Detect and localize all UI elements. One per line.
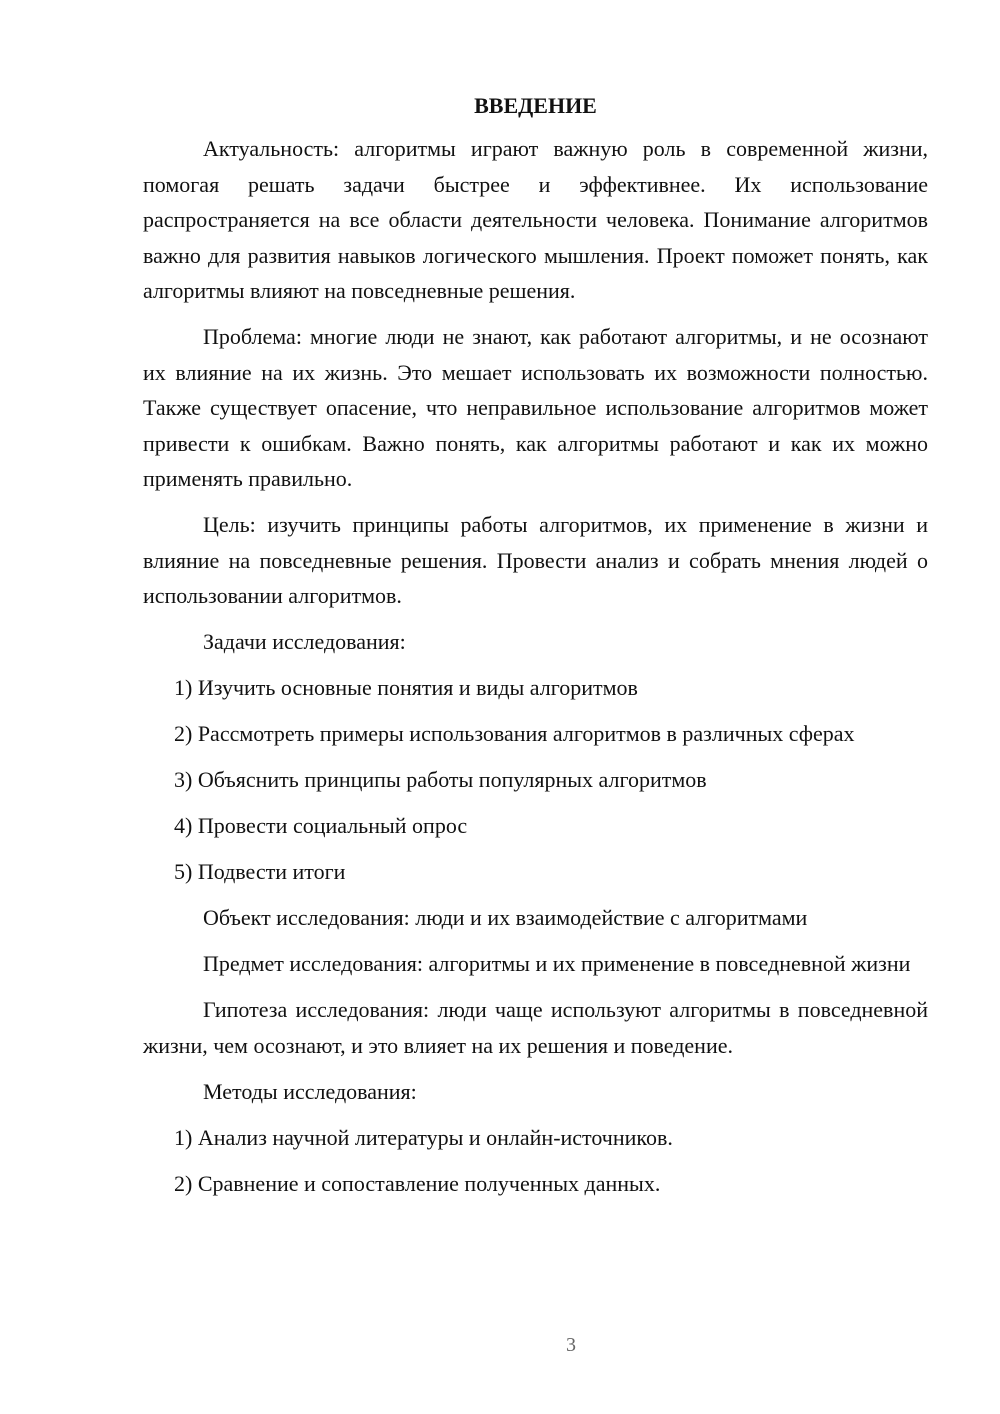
task-item: 2) Рассмотреть примеры использования алгоритмов в различных сферах xyxy=(174,721,855,746)
tasks-heading: Задачи исследования: xyxy=(203,629,406,654)
task-item: 4) Провести социальный опрос xyxy=(174,813,468,838)
goal-paragraph: Цель: изучить принципы работы алгоритмов, их применение в жизни и влияние на повседневные решения. Провести анализ и собрать мнения людей о использовании алгоритмов. xyxy=(143,512,928,608)
page-number: 3 xyxy=(566,1334,576,1356)
task-item: 1) Изучить основные понятия и виды алгоритмов xyxy=(174,675,638,700)
method-item: 2) Сравнение и сопоставление полученных данных. xyxy=(174,1170,661,1196)
hypothesis-paragraph: Гипотеза исследования: люди чаще используют алгоритмы в повседневной жизни, чем осознают, и это влияет на их решения и поведение. xyxy=(143,997,928,1058)
subject-paragraph: Предмет исследования: алгоритмы и их применение в повседневной жизни xyxy=(203,951,911,976)
section-title: ВВЕДЕНИЕ xyxy=(474,93,597,118)
relevance-paragraph: Актуальность: алгоритмы играют важную роль в современной жизни, помогая решать задачи быстрее и эффективнее. Их использование распространяется на все области деятельности человека. Понимание алгоритмов важно для развития навыков логического мышления. Проект поможет понять, как алгоритмы влияют на повседневные решения. xyxy=(143,136,928,303)
methods-heading: Методы исследования: xyxy=(203,1078,417,1104)
problem-paragraph: Проблема: многие люди не знают, как работают алгоритмы, и не осознают их влияние на их жизнь. Это мешает использовать их возможности полностью. Также существует опасение, что неправильное использование алгоритмов может привести к ошибкам. Важно понять, как алгоритмы работают и как их можно применять правильно. xyxy=(143,324,928,491)
object-paragraph: Объект исследования: люди и их взаимодействие с алгоритмами xyxy=(203,905,808,930)
task-item: 3) Объяснить принципы работы популярных алгоритмов xyxy=(174,767,707,792)
method-item: 1) Анализ научной литературы и онлайн-источников. xyxy=(174,1124,673,1150)
task-item: 5) Подвести итоги xyxy=(174,859,346,884)
page-content xyxy=(143,92,928,1212)
